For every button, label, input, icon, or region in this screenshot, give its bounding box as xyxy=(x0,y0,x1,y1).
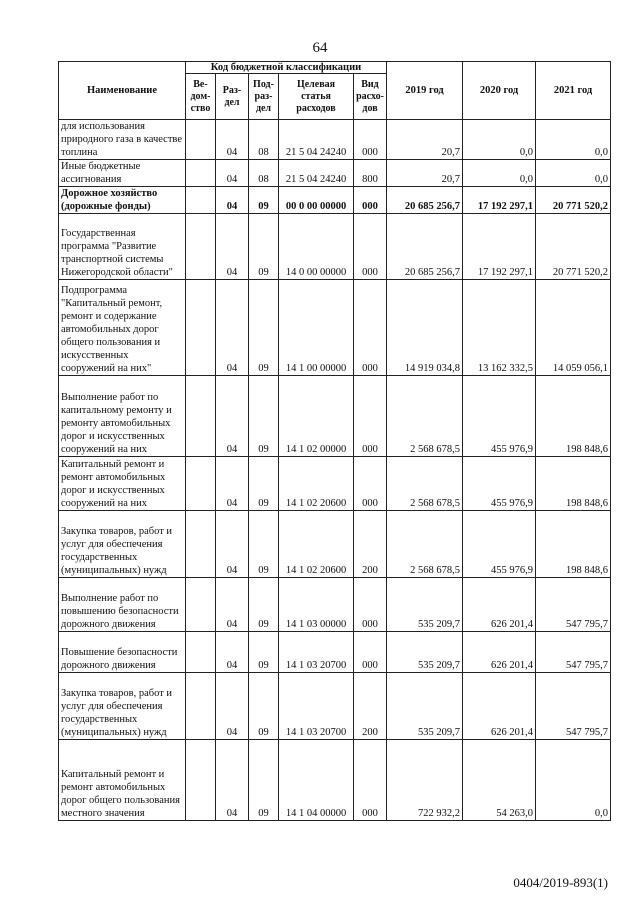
table-cell-razdel: 04 xyxy=(216,376,249,457)
table-cell-2020: 455 976,9 xyxy=(463,376,536,457)
table-cell-razdel: 04 xyxy=(216,214,249,280)
table-cell-2021: 198 848,6 xyxy=(536,376,611,457)
table-cell-2021: 0,0 xyxy=(536,160,611,187)
table-cell-name: Закупка товаров, работ и услуг для обеспечения государственных (муниципальных) нужд xyxy=(59,511,186,578)
table-cell-2019: 2 568 678,5 xyxy=(387,376,463,457)
header-2021: 2021 год xyxy=(536,62,611,120)
table-cell-podrazdel: 09 xyxy=(249,740,279,821)
table-cell-expense-type: 000 xyxy=(354,457,387,511)
table-cell-2020: 17 192 297,1 xyxy=(463,214,536,280)
header-2019: 2019 год xyxy=(387,62,463,120)
table-cell-podrazdel: 08 xyxy=(249,120,279,160)
table-cell-name: Государственная программа "Развитие транспортной системы Нижегородской области" xyxy=(59,214,186,280)
table-cell-target-article: 14 1 03 20700 xyxy=(279,673,354,740)
table-cell-2019: 14 919 034,8 xyxy=(387,280,463,376)
table-cell-podrazdel: 09 xyxy=(249,632,279,673)
table-cell-razdel: 04 xyxy=(216,632,249,673)
table-cell-podrazdel: 09 xyxy=(249,214,279,280)
table-cell-target-article: 21 5 04 24240 xyxy=(279,120,354,160)
table-cell-target-article: 14 1 03 00000 xyxy=(279,578,354,632)
table-cell-2020: 0,0 xyxy=(463,120,536,160)
table-cell-name: Закупка товаров, работ и услуг для обеспечения государственных (муниципальных) нужд xyxy=(59,673,186,740)
table-cell-2021: 547 795,7 xyxy=(536,632,611,673)
table-cell-2019: 722 932,2 xyxy=(387,740,463,821)
table-cell-expense-type: 000 xyxy=(354,376,387,457)
table-cell-2020: 13 162 332,5 xyxy=(463,280,536,376)
table-cell-vedomstvo xyxy=(186,740,216,821)
document-code: 0404/2019-893(1) xyxy=(513,875,608,890)
table-cell-razdel: 04 xyxy=(216,740,249,821)
table-cell-vedomstvo xyxy=(186,187,216,214)
table-cell-2020: 17 192 297,1 xyxy=(463,187,536,214)
table-cell-2019: 2 568 678,5 xyxy=(387,457,463,511)
table-cell-2019: 535 209,7 xyxy=(387,632,463,673)
table-cell-2020: 626 201,4 xyxy=(463,578,536,632)
table-cell-2020: 626 201,4 xyxy=(463,673,536,740)
table-cell-expense-type: 200 xyxy=(354,673,387,740)
table-cell-name: Подпрограмма "Капитальный ремонт, ремонт и содержание автомобильных дорог общего пользования и искусственных сооружений на них" xyxy=(59,280,186,376)
table-cell-2021: 547 795,7 xyxy=(536,673,611,740)
table-row xyxy=(59,187,611,214)
table-row xyxy=(59,280,611,376)
header-vedomstvo: Ве- дом- ство xyxy=(186,74,216,120)
table-cell-2019: 20 685 256,7 xyxy=(387,187,463,214)
budget-table xyxy=(58,61,611,821)
table-cell-expense-type: 000 xyxy=(354,280,387,376)
table-cell-vedomstvo xyxy=(186,376,216,457)
table-cell-2021: 20 771 520,2 xyxy=(536,187,611,214)
table-row xyxy=(59,376,611,457)
table-cell-razdel: 04 xyxy=(216,280,249,376)
table-cell-razdel: 04 xyxy=(216,578,249,632)
table-cell-expense-type: 200 xyxy=(354,511,387,578)
table-cell-name: Выполнение работ по повышению безопасности дорожного движения xyxy=(59,578,186,632)
table-cell-vedomstvo xyxy=(186,673,216,740)
table-row xyxy=(59,457,611,511)
table-row xyxy=(59,740,611,821)
table-cell-name: для использования природного газа в качестве топлина xyxy=(59,120,186,160)
header-code-group: Код бюджетной классификации xyxy=(186,62,387,74)
table-cell-vedomstvo xyxy=(186,578,216,632)
table-body xyxy=(59,120,611,821)
table-cell-2021: 14 059 056,1 xyxy=(536,280,611,376)
table-cell-podrazdel: 09 xyxy=(249,511,279,578)
header-name: Наименование xyxy=(59,62,186,120)
table-cell-podrazdel: 08 xyxy=(249,160,279,187)
table-cell-2021: 198 848,6 xyxy=(536,511,611,578)
table-cell-vedomstvo xyxy=(186,511,216,578)
table-row xyxy=(59,160,611,187)
table-cell-target-article: 14 1 03 20700 xyxy=(279,632,354,673)
table-cell-expense-type: 800 xyxy=(354,160,387,187)
table-cell-target-article: 14 1 02 20600 xyxy=(279,511,354,578)
table-cell-razdel: 04 xyxy=(216,511,249,578)
table-cell-name: Капитальный ремонт и ремонт автомобильных дорог и искусственных сооружений на них xyxy=(59,457,186,511)
table-cell-2020: 626 201,4 xyxy=(463,632,536,673)
table-cell-name: Повышение безопасности дорожного движения xyxy=(59,632,186,673)
table-cell-target-article: 14 1 02 20600 xyxy=(279,457,354,511)
table-cell-expense-type: 000 xyxy=(354,632,387,673)
table-cell-2021: 0,0 xyxy=(536,120,611,160)
table-cell-2019: 535 209,7 xyxy=(387,673,463,740)
table-row xyxy=(59,120,611,160)
table-cell-podrazdel: 09 xyxy=(249,376,279,457)
table-cell-vedomstvo xyxy=(186,214,216,280)
table-cell-razdel: 04 xyxy=(216,187,249,214)
table-row xyxy=(59,511,611,578)
table-cell-razdel: 04 xyxy=(216,457,249,511)
table-cell-expense-type: 000 xyxy=(354,120,387,160)
table-cell-vedomstvo xyxy=(186,280,216,376)
table-cell-target-article: 00 0 00 00000 xyxy=(279,187,354,214)
table-cell-razdel: 04 xyxy=(216,120,249,160)
table-cell-expense-type: 000 xyxy=(354,578,387,632)
table-cell-name: Дорожное хозяйство (дорожные фонды) xyxy=(59,187,186,214)
table-cell-2021: 20 771 520,2 xyxy=(536,214,611,280)
table-cell-2020: 455 976,9 xyxy=(463,511,536,578)
table-cell-2021: 198 848,6 xyxy=(536,457,611,511)
table-cell-2019: 20,7 xyxy=(387,120,463,160)
table-cell-2020: 54 263,0 xyxy=(463,740,536,821)
table-cell-2020: 0,0 xyxy=(463,160,536,187)
table-row xyxy=(59,214,611,280)
header-2020: 2020 год xyxy=(463,62,536,120)
table-cell-target-article: 14 0 00 00000 xyxy=(279,214,354,280)
table-cell-podrazdel: 09 xyxy=(249,187,279,214)
header-vid: Вид расхо- дов xyxy=(354,74,387,120)
table-cell-razdel: 04 xyxy=(216,673,249,740)
table-cell-name: Иные бюджетные ассигнования xyxy=(59,160,186,187)
table-cell-target-article: 14 1 00 00000 xyxy=(279,280,354,376)
table-cell-podrazdel: 09 xyxy=(249,578,279,632)
table-cell-expense-type: 000 xyxy=(354,740,387,821)
page-number: 64 xyxy=(312,40,328,56)
table-cell-razdel: 04 xyxy=(216,160,249,187)
table-cell-podrazdel: 09 xyxy=(249,457,279,511)
table-cell-expense-type: 000 xyxy=(354,187,387,214)
table-row xyxy=(59,632,611,673)
table-cell-expense-type: 000 xyxy=(354,214,387,280)
header-razdel: Раз- дел xyxy=(216,74,249,120)
table-cell-podrazdel: 09 xyxy=(249,280,279,376)
table-cell-vedomstvo xyxy=(186,160,216,187)
table-cell-2020: 455 976,9 xyxy=(463,457,536,511)
table-cell-target-article: 14 1 02 00000 xyxy=(279,376,354,457)
table-row xyxy=(59,578,611,632)
table-row xyxy=(59,673,611,740)
table-cell-vedomstvo xyxy=(186,632,216,673)
table-cell-vedomstvo xyxy=(186,457,216,511)
table-cell-2021: 0,0 xyxy=(536,740,611,821)
table-cell-2019: 2 568 678,5 xyxy=(387,511,463,578)
table-cell-2019: 20,7 xyxy=(387,160,463,187)
header-podrazdel: Под- раз- дел xyxy=(249,74,279,120)
table-cell-2019: 535 209,7 xyxy=(387,578,463,632)
table-cell-2021: 547 795,7 xyxy=(536,578,611,632)
table-cell-vedomstvo xyxy=(186,120,216,160)
table-cell-name: Капитальный ремонт и ремонт автомобильных дорог общего пользования местного значения xyxy=(59,740,186,821)
table-cell-name: Выполнение работ по капитальному ремонту и ремонту автомобильных дорог и искусственных сооружений на них xyxy=(59,376,186,457)
table-cell-2019: 20 685 256,7 xyxy=(387,214,463,280)
table-cell-podrazdel: 09 xyxy=(249,673,279,740)
table-cell-target-article: 21 5 04 24240 xyxy=(279,160,354,187)
header-celevaya: Целевая статья расходов xyxy=(279,74,354,120)
table-cell-target-article: 14 1 04 00000 xyxy=(279,740,354,821)
